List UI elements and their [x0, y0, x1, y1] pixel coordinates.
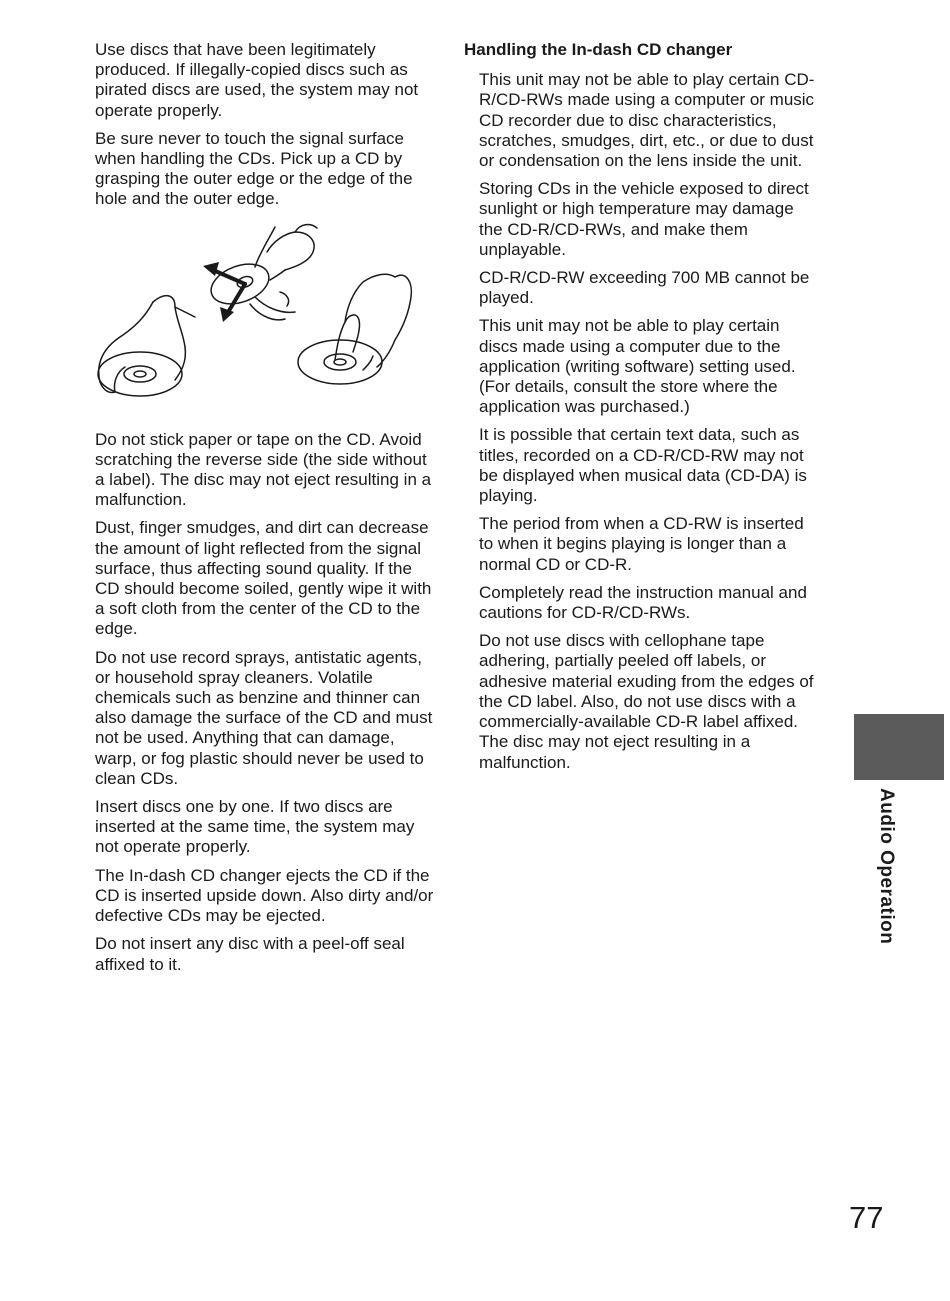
- paragraph-cdrw-start-time: The period from when a CD-RW is inserted to when it begins playing is longer than a normal CD or CD-R.: [479, 514, 804, 574]
- cd-handling-illustration: [95, 222, 425, 412]
- paragraph-peel-off-seal: Do not insert any disc with a peel-off seal affixed to it.: [95, 934, 405, 974]
- left-column: [95, 40, 435, 983]
- paragraph-no-sprays: Do not use record sprays, antistatic agents, or household spray cleaners. Volatile chemicals such as benzine and thinner can also damage the surface of the CD and must not be used. Anything that can damage, warp, or fog plastic should never be used to clean CDs.: [95, 647, 433, 788]
- paragraph-dust-smudges: Dust, finger smudges, and dirt can decrease the amount of light reflected from the signal surface, thus affecting sound quality. If the CD should become soiled, gently wipe it with a soft cloth from the center of the CD to the edge.: [95, 518, 432, 639]
- arrow-head-left: [203, 262, 219, 276]
- finger-in-cd-hole-drawing: [298, 274, 411, 384]
- paragraph-storing-cds: Storing CDs in the vehicle exposed to direct sunlight or high temperature may damage the CD-R/CD-RWs, and make them unplayable.: [479, 179, 809, 259]
- section-tab-block: [854, 714, 944, 780]
- paragraph-signal-surface: Be sure never to touch the signal surface when handling the CDs. Pick up a CD by grasping the outer edge or the edge of the hole and the outer edge.: [95, 128, 413, 209]
- paragraph-cellophane-tape: Do not use discs with cellophane tape adhering, partially peeled off labels, or adhesive material exuding from the edges of the CD label. Also, do not use discs with a commercially-available CD-R label affixed. The disc may not eject resulting in a malfunction.: [479, 631, 814, 772]
- paragraph-read-manual: Completely read the instruction manual and cautions for CD-R/CD-RWs.: [479, 582, 807, 623]
- paragraph-writing-software: This unit may not be able to play certain discs made using a computer due to the application (writing software) setting used. (For details, consult the store where the application was purchased.): [479, 316, 796, 417]
- hand-holding-cd-edge-drawing: [98, 295, 195, 395]
- section-tab-label: Audio Operation: [876, 788, 897, 945]
- section-heading: Handling the In-dash CD changer: [464, 40, 733, 59]
- paragraph-no-paper-tape: Do not stick paper or tape on the CD. Avoid scratching the reverse side (the side without a label). The disc may not eject resulting in a malfunction.: [95, 429, 432, 510]
- paragraph-cdr-play-certain: This unit may not be able to play certain CD-R/CD-RWs made using a computer or music CD recorder due to disc characteristics, scratches, smudges, dirt, etc., or due to dust or condensation on the lens inside the unit.: [479, 70, 815, 171]
- paragraph-700mb-limit: CD-R/CD-RW exceeding 700 MB cannot be played.: [479, 268, 810, 308]
- paragraph-eject-upside-down: The In-dash CD changer ejects the CD if the CD is inserted upside down. Also dirty and/or defective CDs may be ejected.: [95, 865, 434, 926]
- paragraph-text-data: It is possible that certain text data, such as titles, recorded on a CD-R/CD-RW may not be displayed when musical data (CD-DA) is playing.: [479, 425, 807, 506]
- page-number: 77: [849, 1200, 884, 1235]
- paragraph-legitimate-discs: Use discs that have been legitimately produced. If illegally-copied discs such as pirated discs are used, the system may not operate properly.: [95, 40, 419, 120]
- right-column: [464, 40, 819, 781]
- paragraph-insert-one-by-one: Insert discs one by one. If two discs are inserted at the same time, the system may not operate properly.: [95, 797, 415, 857]
